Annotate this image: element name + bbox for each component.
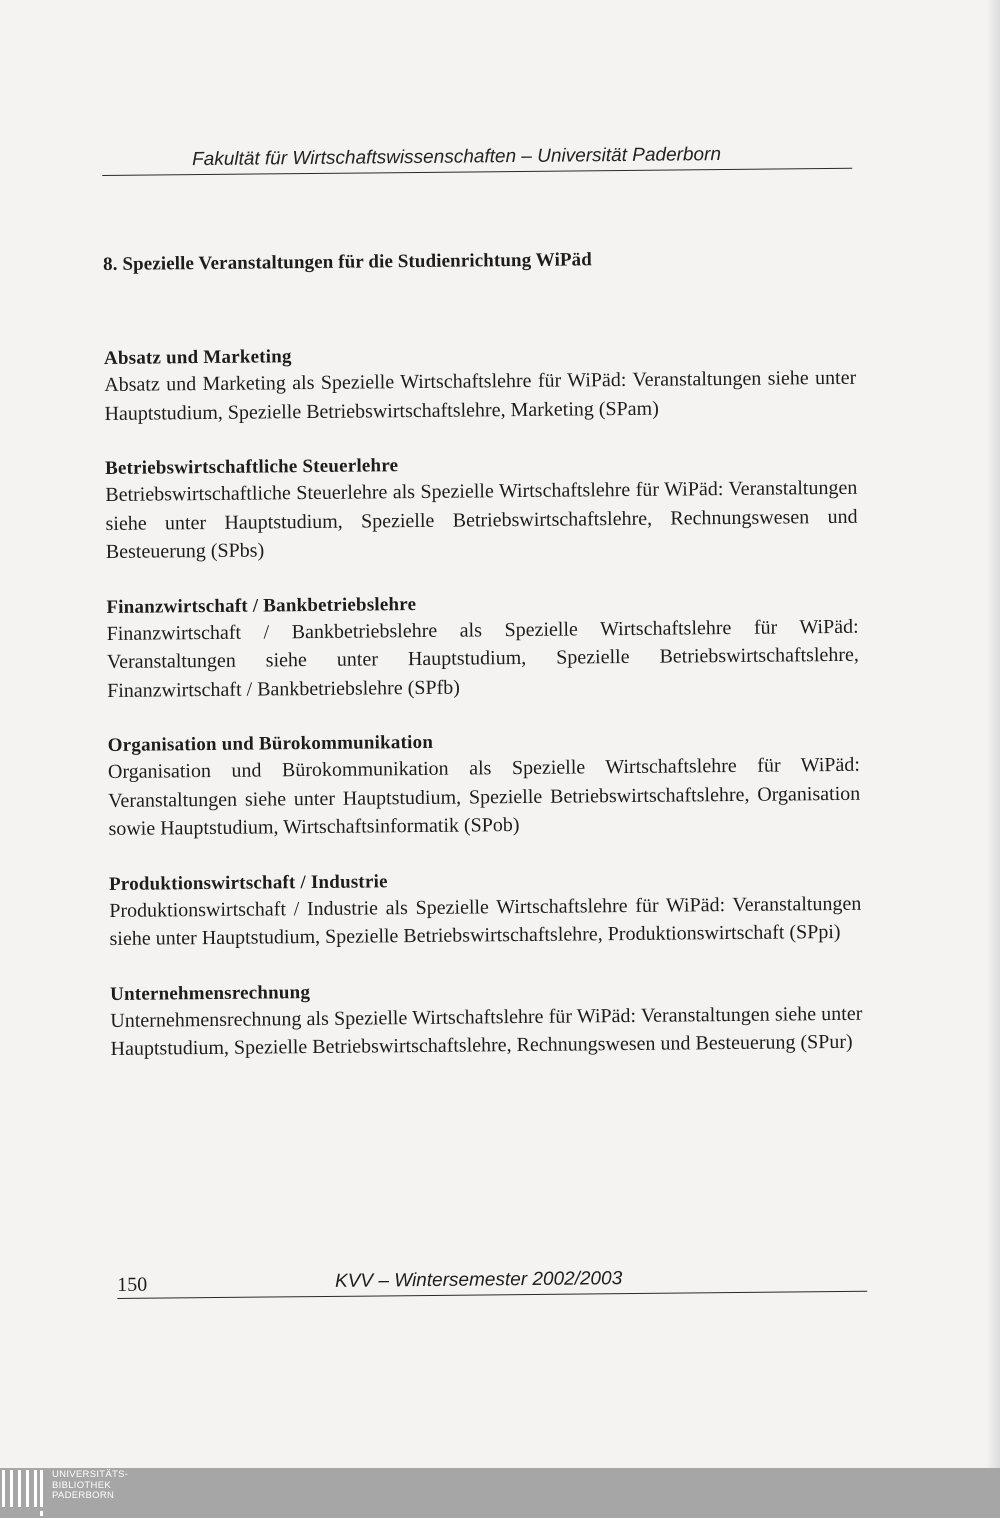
section-body: Produktionswirtschaft / Industrie als Spezielle Wirtschaftslehre für WiPäd: Veranstaltungen siehe unter Hauptstudium, Spezielle Betriebswirtschaftslehre, Produktionswirtschaft (SPpi) xyxy=(109,892,862,950)
section-organisation xyxy=(108,728,869,844)
library-line-2: BIBLIOTHEK xyxy=(52,1479,111,1491)
section-body: Unternehmensrechnung als Spezielle Wirtschaftslehre für WiPäd: Veranstaltungen siehe unter Hauptstudium, Spezielle Betriebswirtschaftslehre, Rechnungswesen und Besteuerung (SPur) xyxy=(110,1002,863,1060)
section-title: Organisation und Bürokommunikation xyxy=(107,731,434,756)
section-body: Finanzwirtschaft / Bankbetriebslehre als Spezielle Wirtschaftslehre für WiPäd: Veranstaltungen siehe unter Hauptstudium, Spezielle Betriebswirtschaftslehre, Finanzwirtschaft / Bankbetriebslehre (SPfb) xyxy=(106,615,859,702)
section-produktion xyxy=(109,866,870,953)
section-title: Betriebswirtschaftliche Steuerlehre xyxy=(104,455,399,479)
library-line-1: UNIVERSITÄTS- xyxy=(52,1469,129,1480)
section-unternehmensrechnung xyxy=(110,976,871,1063)
section-absatz-marketing xyxy=(104,341,865,428)
page-edge-shadow xyxy=(986,0,1000,1468)
section-steuerlehre xyxy=(105,451,866,567)
page-footer xyxy=(117,1263,867,1299)
library-name xyxy=(52,1470,128,1502)
main-heading: 8. Spezielle Veranstaltungen für die Studienrichtung WiPäd xyxy=(102,249,592,275)
page-header: Fakultät für Wirtschaftswissenschaften – Universität Paderborn xyxy=(102,143,852,176)
page-content xyxy=(102,143,871,1064)
section-title: Absatz und Marketing xyxy=(103,346,292,369)
section-body: Betriebswirtschaftliche Steuerlehre als Spezielle Wirtschaftslehre für WiPäd: Veranstaltungen siehe unter Hauptstudium, Spezielle Betriebswirtschaftslehre, Rechnungswesen und Besteuerung (SPbs) xyxy=(105,476,858,563)
library-banner xyxy=(0,1468,1000,1518)
page-number: 150 xyxy=(117,1273,148,1296)
footer-title: KVV – Wintersemester 2002/2003 xyxy=(335,1268,623,1292)
section-body: Organisation und Bürokommunikation als Spezielle Wirtschaftslehre für WiPäd: Veranstaltungen siehe unter Hauptstudium, Spezielle Betriebswirtschaftslehre, Organisation sowie Hauptstudium, Wirtschaftsinformatik (SPob) xyxy=(107,753,861,840)
section-body: Absatz und Marketing als Spezielle Wirtschaftslehre für WiPäd: Veranstaltungen siehe unter Hauptstudium, Spezielle Betriebswirtschaftslehre, Marketing (SPam) xyxy=(104,366,857,425)
section-title: Produktionswirtschaft / Industrie xyxy=(108,870,388,895)
section-title: Unternehmensrechnung xyxy=(110,981,311,1005)
library-logo-icon xyxy=(2,1468,50,1518)
section-finanzwirtschaft xyxy=(106,589,867,705)
section-title: Finanzwirtschaft / Bankbetriebslehre xyxy=(106,593,417,618)
library-line-3: PADERBORN xyxy=(52,1490,115,1501)
